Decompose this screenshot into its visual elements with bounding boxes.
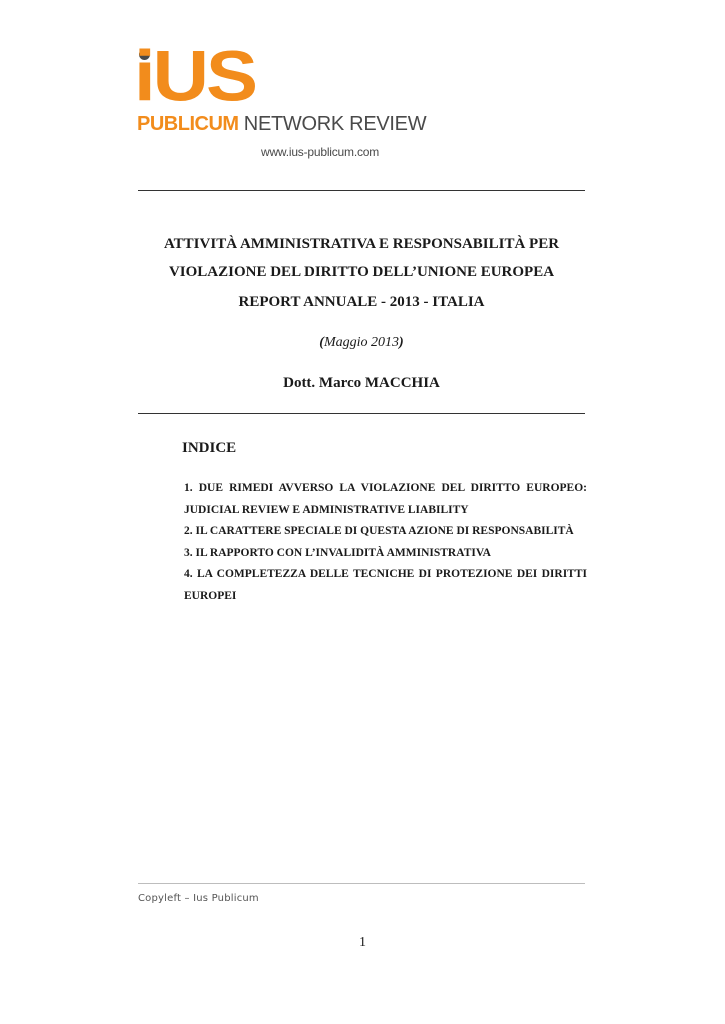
logo-ius-wordmark: iUS bbox=[134, 35, 256, 117]
ius-publicum-logo bbox=[134, 35, 427, 166]
logo-network-review: NETWORK REVIEW bbox=[238, 113, 427, 135]
logo-url: www.ius-publicum.com bbox=[261, 145, 380, 159]
toc-item-2[interactable]: 2. IL CARATTERE SPECIALE DI QUESTA AZIONE DI RESPONSABILITÀ bbox=[184, 525, 574, 537]
toc-item-1[interactable]: 1. DUE RIMEDI AVVERSO LA VIOLAZIONE DEL DIRITTO EUROPEO: JUDICIAL REVIEW E ADMINISTRATIVE LIABILITY bbox=[184, 482, 587, 516]
footer-copyleft: Copyleft – Ius Publicum bbox=[138, 893, 259, 904]
document-author: Dott. Marco MACCHIA bbox=[283, 375, 440, 391]
report-subtitle: REPORT ANNUALE - 2013 - ITALIA bbox=[238, 294, 485, 310]
toc-item-4[interactable]: 4. LA COMPLETEZZA DELLE TECNICHE DI PROTEZIONE DEI DIRITTI EUROPEI bbox=[184, 568, 587, 602]
top-divider bbox=[138, 190, 585, 191]
toc-item-3[interactable]: 3. IL RAPPORTO CON L’INVALIDITÀ AMMINISTRATIVA bbox=[184, 546, 491, 559]
middle-divider bbox=[138, 413, 585, 414]
document-date: (Maggio 2013) bbox=[319, 335, 404, 350]
table-of-contents bbox=[184, 478, 587, 607]
footer-divider bbox=[138, 883, 585, 884]
logo-subtitle bbox=[137, 114, 426, 134]
page-number: 1 bbox=[359, 935, 366, 950]
document-title: ATTIVITÀ AMMINISTRATIVA E RESPONSABILITÀ PER VIOLAZIONE DEL DIRITTO DELL’UNIONE EUROPEA bbox=[163, 236, 560, 280]
logo-publicum: PUBLICUM bbox=[137, 113, 239, 135]
index-heading: INDICE bbox=[182, 440, 237, 456]
date-text: Maggio 2013 bbox=[323, 335, 400, 350]
